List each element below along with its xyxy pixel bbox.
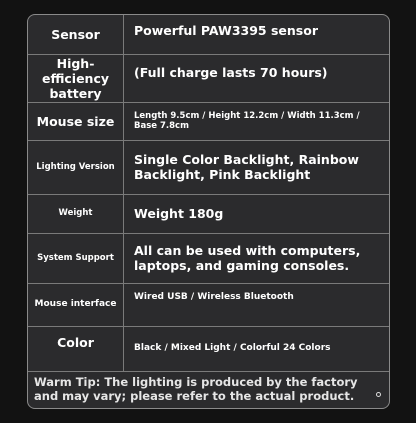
spec-label-battery: High-efficiency battery bbox=[28, 54, 124, 102]
spec-label-color: Color bbox=[28, 326, 124, 371]
spec-panel bbox=[27, 14, 390, 409]
spec-label-interface: Mouse interface bbox=[28, 283, 124, 326]
table-row bbox=[28, 194, 389, 233]
spec-value-battery: (Full charge lasts 70 hours) bbox=[124, 54, 390, 102]
table-row bbox=[28, 233, 389, 283]
spec-value-lighting: Single Color Backlight, Rainbow Backlight, Pink Backlight bbox=[124, 140, 390, 194]
spec-value-system-support: All can be used with computers, laptops, and gaming consoles. bbox=[124, 233, 390, 283]
spec-table bbox=[28, 15, 389, 372]
spec-value-mouse-size: Length 9.5cm / Height 12.2cm / Width 11.3cm / Base 7.8cm bbox=[124, 102, 390, 140]
table-row bbox=[28, 283, 389, 326]
table-row bbox=[28, 102, 389, 140]
spec-value-sensor: Powerful PAW3395 sensor bbox=[124, 15, 390, 54]
spec-value-weight: Weight 180g bbox=[124, 194, 390, 233]
table-row bbox=[28, 326, 389, 371]
spec-value-interface: Wired USB / Wireless Bluetooth bbox=[124, 283, 390, 326]
spec-label-system-support: System Support bbox=[28, 233, 124, 283]
spec-label-mouse-size: Mouse size bbox=[28, 102, 124, 140]
spec-label-lighting: Lighting Version bbox=[28, 140, 124, 194]
spec-label-weight: Weight bbox=[28, 194, 124, 233]
spec-value-color: Black / Mixed Light / Colorful 24 Colors bbox=[124, 326, 390, 371]
spec-label-sensor: Sensor bbox=[28, 15, 124, 54]
table-row bbox=[28, 140, 389, 194]
table-row bbox=[28, 15, 389, 54]
circle-icon bbox=[376, 392, 381, 397]
warm-tip: Warm Tip: The lighting is produced by the factory and may vary; please refer to the actual product. bbox=[34, 375, 358, 404]
table-row bbox=[28, 54, 389, 102]
